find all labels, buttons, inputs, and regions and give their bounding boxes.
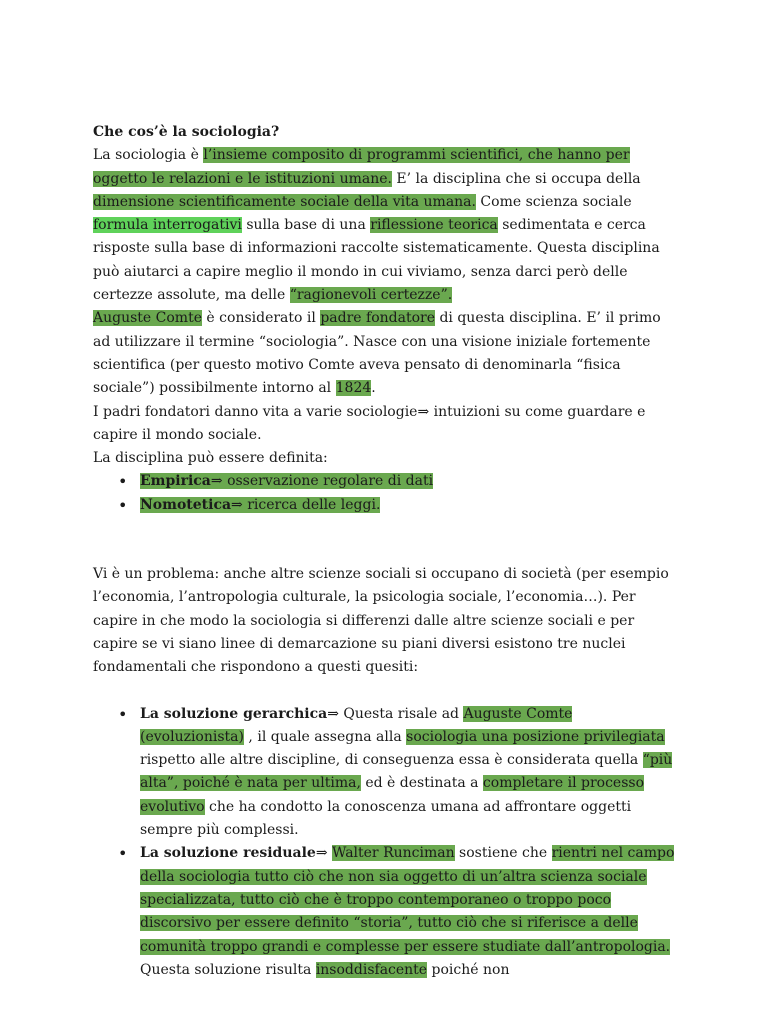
solution-term: La soluzione residuale bbox=[140, 845, 316, 862]
solution-text: ed è destinata a bbox=[360, 775, 483, 792]
solution-term: La soluzione gerarchica bbox=[140, 705, 328, 722]
list-item bbox=[140, 470, 677, 493]
document-body bbox=[93, 121, 677, 982]
highlight-definition: l’insieme composito di programmi scientifici, che hanno per oggetto le relazioni e le istituzioni umane. bbox=[93, 147, 630, 187]
highlight-posizione: sociologia una posizione privilegiata bbox=[406, 728, 665, 745]
definition-term: Nomotetica bbox=[140, 496, 232, 513]
solution-text: che ha condotto la conoscenza umana ad affrontare oggetti sempre più complessi. bbox=[140, 798, 632, 839]
highlight-piu-alta: “più alta”, poiché è nata per ultima, bbox=[140, 752, 673, 792]
definition-text: ⇒ ricerca delle leggi. bbox=[231, 496, 381, 513]
highlight-comte: Auguste Comte bbox=[93, 310, 202, 327]
highlight-certezze: “ragionevoli certezze”. bbox=[289, 287, 453, 304]
comte-text-3: . bbox=[371, 380, 376, 397]
comte-text-1: è considerato il bbox=[201, 310, 321, 327]
solution-text: sostiene che bbox=[454, 845, 552, 862]
definita-paragraph: La disciplina può essere definita: bbox=[93, 450, 328, 467]
solution-text: ⇒ Questa risale ad bbox=[327, 705, 464, 722]
definition-highlight bbox=[140, 497, 380, 513]
definitions-list bbox=[93, 470, 677, 517]
comte-text-2: di questa disciplina. E’ il primo ad utilizzare il termine “sociologia”. Nasce con una visione iniziale fortemente scientifica (per questo motivo Comte aveva pensato di denominarla “fisica sociale”) possibilmente intorno al bbox=[93, 310, 661, 397]
highlight-runciman: Walter Runciman bbox=[332, 845, 455, 862]
highlight-riflessione: riflessione teorica bbox=[370, 217, 498, 234]
solution-text: , il quale assegna alla bbox=[243, 728, 407, 745]
intro-text-2: E’ la disciplina che si occupa della bbox=[391, 170, 641, 187]
intro-text-1: La sociologia è bbox=[93, 147, 204, 164]
intro-text-5: sedimentata e cerca risposte sulla base di informazioni raccolte sistematicamente. Questa disciplina può aiutarci a capire meglio il mondo in cui viviamo, senza darci però delle certezze assolute, ma delle bbox=[93, 217, 660, 304]
intro-text-4: sulla base di una bbox=[241, 217, 371, 234]
highlight-processo: completare il processo evolutivo bbox=[140, 775, 645, 815]
padri-paragraph: I padri fondatori danno vita a varie sociologie⇒ intuizioni su come guardare e capire il mondo sociale. bbox=[93, 403, 646, 443]
highlight-padre-fondatore: padre fondatore bbox=[320, 310, 435, 327]
highlight-dimension: dimensione scientificamente sociale della vita umana. bbox=[93, 193, 476, 210]
solution-text: ⇒ bbox=[315, 845, 333, 862]
spacer bbox=[93, 517, 677, 563]
list-item bbox=[140, 494, 677, 517]
highlight-year: 1824 bbox=[335, 380, 372, 397]
list-item bbox=[140, 703, 677, 843]
definition-term: Empirica bbox=[140, 473, 211, 490]
problema-paragraph: Vi è un problema: anche altre scienze sociali si occupano di società (per esempio l’economia, l’antropologia culturale, la psicologia sociale, l’economia…). Per capire in che modo la sociologia si differenzi dalle altre scienze sociali e per capire se vi siano linee di demarcazione su piani diversi esistono tre nuclei fondamentali che rispondono a questi quesiti: bbox=[93, 566, 669, 676]
intro-paragraph bbox=[93, 144, 677, 307]
solution-text: poiché non bbox=[427, 961, 510, 978]
highlight-campo: rientri nel campo della sociologia tutto ciò che non sia oggetto di un’altra scienza sociale specializzata, tutto ciò che è troppo contemporaneo o troppo poco discorsivo per essere definito “storia”, tutto ciò che si riferisce a delle comunità troppo grandi e complesse per essere studiate dall’antropologia. bbox=[140, 845, 675, 955]
highlight-insoddisfacente: insoddisfacente bbox=[315, 961, 428, 978]
spacer bbox=[93, 680, 677, 703]
definition-text: ⇒ osservazione regolare di dati bbox=[210, 473, 434, 490]
highlight-interrogativi: formula interrogativi bbox=[93, 217, 242, 234]
list-item bbox=[140, 842, 677, 982]
intro-text-3: Come scienza sociale bbox=[475, 193, 632, 210]
solution-text: rispetto alle altre discipline, di conseguenza essa è considerata quella bbox=[140, 752, 643, 769]
solution-text: Questa soluzione risulta bbox=[140, 961, 316, 978]
definition-highlight bbox=[140, 473, 433, 489]
comte-paragraph bbox=[93, 307, 677, 400]
solutions-list bbox=[93, 703, 677, 983]
page-title: Che cos’è la sociologia? bbox=[93, 124, 280, 140]
highlight-comte-evoluzionista: Auguste Comte (evoluzionista) bbox=[140, 705, 573, 745]
